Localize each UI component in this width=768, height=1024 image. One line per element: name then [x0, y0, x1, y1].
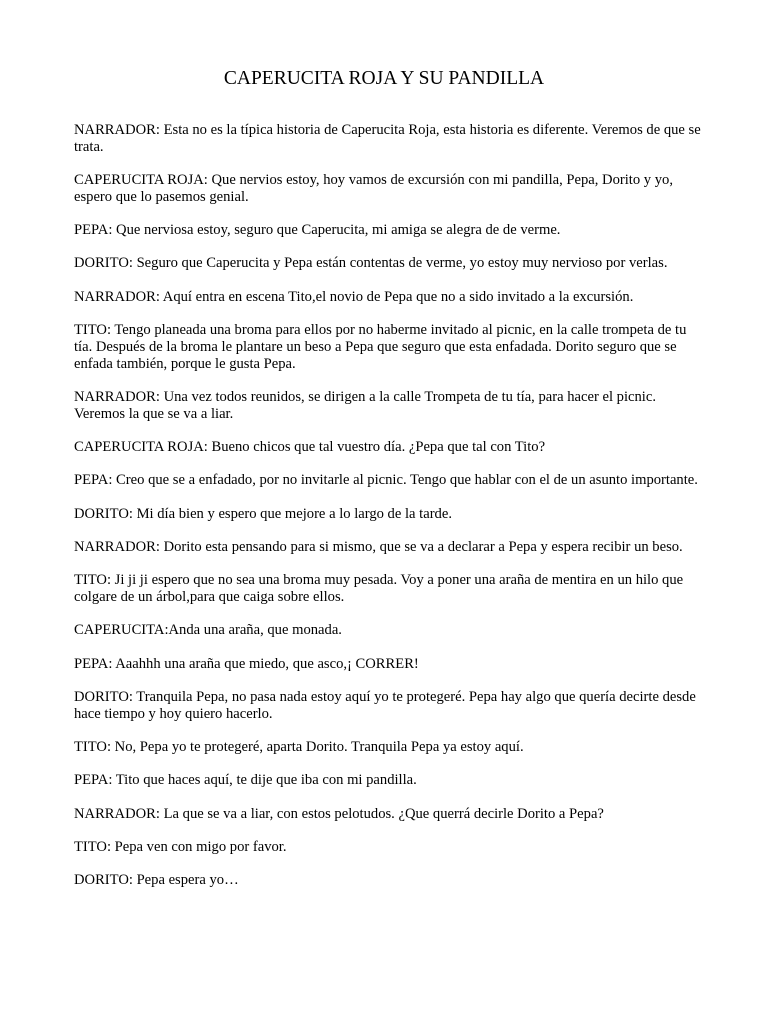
document-title: CAPERUCITA ROJA Y SU PANDILLA — [223, 68, 545, 89]
paragraph: TITO: Tengo planeada una broma para ellos por no haberme invitado al picnic, en la calle trompeta de tu tía. Después de la broma le plantare un beso a Pepa que seguro que esta enfadada. Dorito seguro que se enfada también, porque le gusta Pepa. — [74, 322, 687, 372]
paragraph: NARRADOR: Esta no es la típica historia de Caperucita Roja, esta historia es diferente. Veremos de que se trata. — [74, 122, 701, 155]
paragraph: CAPERUCITA ROJA: Que nervios estoy, hoy vamos de excursión con mi pandilla, Pepa, Dorito y yo, espero que lo pasemos genial. — [74, 172, 673, 205]
paragraph: PEPA: Creo que se a enfadado, por no invitarle al picnic. Tengo que hablar con el de un asunto importante. — [74, 472, 698, 489]
paragraph: NARRADOR: Aquí entra en escena Tito,el novio de Pepa que no a sido invitado a la excursión. — [74, 288, 634, 305]
paragraph: DORITO: Pepa espera yo… — [74, 872, 239, 889]
paragraph: CAPERUCITA ROJA: Bueno chicos que tal vuestro día. ¿Pepa que tal con Tito? — [74, 439, 546, 456]
paragraph: TITO: Pepa ven con migo por favor. — [74, 838, 287, 855]
paragraph: PEPA: Aaahhh una araña que miedo, que asco,¡ CORRER! — [74, 655, 419, 672]
paragraph: NARRADOR: Una vez todos reunidos, se dirigen a la calle Trompeta de tu tía, para hacer el picnic. Veremos la que se va a liar. — [74, 388, 656, 422]
paragraph: TITO: No, Pepa yo te protegeré, aparta Dorito. Tranquila Pepa ya estoy aquí. — [74, 739, 524, 756]
paragraph: NARRADOR: La que se va a liar, con estos pelotudos. ¿Que querrá decirle Dorito a Pepa? — [74, 805, 604, 822]
paragraph: TITO: Ji ji ji espero que no sea una broma muy pesada. Voy a poner una araña de mentira en un hilo que colgare de un árbol,para que caiga sobre ellos. — [74, 572, 684, 606]
paragraph: DORITO: Mi día bien y espero que mejore a lo largo de la tarde. — [74, 505, 452, 522]
paragraph: DORITO: Tranquila Pepa, no pasa nada estoy aquí yo te protegeré. Pepa hay algo que quería decirte desde hace tiempo y hoy quiero hacerlo. — [74, 688, 696, 722]
paragraph: PEPA: Que nerviosa estoy, seguro que Caperucita, mi amiga se alegra de de verme. — [74, 222, 561, 239]
paragraph: NARRADOR: Dorito esta pensando para si mismo, que se va a declarar a Pepa y espera recibir un beso. — [74, 538, 683, 555]
paragraph: PEPA: Tito que haces aquí, te dije que iba con mi pandilla. — [74, 772, 417, 789]
document-body — [74, 122, 704, 906]
paragraph: CAPERUCITA:Anda una araña, que monada. — [74, 622, 342, 639]
paragraph: DORITO: Seguro que Caperucita y Pepa están contentas de verme, yo estoy muy nervioso por verlas. — [74, 255, 668, 272]
